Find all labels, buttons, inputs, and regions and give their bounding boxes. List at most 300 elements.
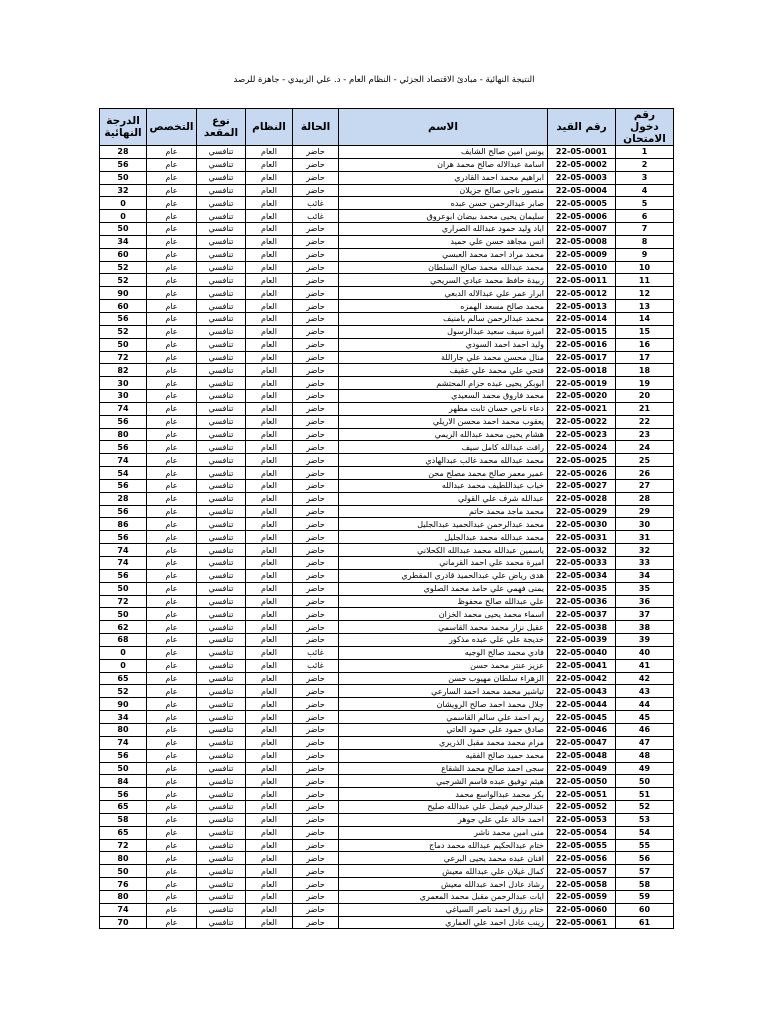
table-row (100, 467, 674, 480)
status-cell: حاضر (293, 711, 339, 724)
registration-number-cell: 22-05-0028 (548, 492, 616, 505)
student-name-cell: خباب عبداللطيف محمد عبدالله (339, 479, 548, 492)
table-row (100, 711, 674, 724)
final-grade-cell: 56 (100, 312, 147, 325)
final-grade-cell: 56 (100, 569, 147, 582)
specialization-cell: عام (147, 261, 197, 274)
system-cell: العام (246, 377, 293, 390)
student-name-cell: عمير معمر صالح محمد مصلح محن (339, 467, 548, 480)
registration-number-cell: 22-05-0003 (548, 171, 616, 184)
table-row (100, 287, 674, 300)
seat-type-cell: تنافسي (197, 890, 246, 903)
system-cell: العام (246, 916, 293, 929)
system-cell: العام (246, 505, 293, 518)
table-body (100, 146, 674, 929)
final-grade-cell: 74 (100, 903, 147, 916)
specialization-cell: عام (147, 621, 197, 634)
specialization-cell: عام (147, 865, 197, 878)
table-row (100, 197, 674, 210)
student-name-cell: منى امين محمد ناشر (339, 826, 548, 839)
status-cell: حاضر (293, 788, 339, 801)
table-row (100, 428, 674, 441)
exam-number-cell: 4 (616, 184, 674, 197)
seat-type-cell: تنافسي (197, 788, 246, 801)
final-grade-cell: 0 (100, 659, 147, 672)
seat-type-cell: تنافسي (197, 531, 246, 544)
table-row (100, 557, 674, 570)
final-grade-cell: 65 (100, 826, 147, 839)
exam-number-cell: 53 (616, 813, 674, 826)
seat-type-cell: تنافسي (197, 672, 246, 685)
student-name-cell: هشام يحيى محمد عبدالله الريمي (339, 428, 548, 441)
student-name-cell: ختام عبدالحكيم عبدالله محمد دماج (339, 839, 548, 852)
exam-number-cell: 9 (616, 248, 674, 261)
registration-number-cell: 22-05-0031 (548, 531, 616, 544)
table-row (100, 621, 674, 634)
table-row (100, 775, 674, 788)
final-grade-cell: 56 (100, 531, 147, 544)
student-name-cell: محمد عبدالله محمد صالح السلطان (339, 261, 548, 274)
seat-type-cell: تنافسي (197, 865, 246, 878)
registration-number-cell: 22-05-0053 (548, 813, 616, 826)
exam-number-cell: 31 (616, 531, 674, 544)
system-cell: العام (246, 903, 293, 916)
registration-number-cell: 22-05-0061 (548, 916, 616, 929)
status-cell: حاضر (293, 621, 339, 634)
specialization-cell: عام (147, 916, 197, 929)
final-grade-cell: 52 (100, 274, 147, 287)
student-name-cell: اسامة عبدالاله صالح محمد هران (339, 158, 548, 171)
registration-number-cell: 22-05-0020 (548, 390, 616, 403)
final-grade-cell: 30 (100, 390, 147, 403)
table-row (100, 544, 674, 557)
final-grade-cell: 28 (100, 146, 147, 159)
status-cell: حاضر (293, 312, 339, 325)
system-cell: العام (246, 467, 293, 480)
specialization-cell: عام (147, 775, 197, 788)
exam-number-cell: 41 (616, 659, 674, 672)
status-cell: حاضر (293, 428, 339, 441)
exam-number-cell: 13 (616, 300, 674, 313)
final-grade-cell: 54 (100, 467, 147, 480)
specialization-cell: عام (147, 158, 197, 171)
student-name-cell: عزيز عنتر محمد حسن (339, 659, 548, 672)
exam-number-cell: 57 (616, 865, 674, 878)
specialization-cell: عام (147, 146, 197, 159)
table-row (100, 171, 674, 184)
system-cell: العام (246, 878, 293, 891)
status-cell: حاضر (293, 813, 339, 826)
seat-type-cell: تنافسي (197, 852, 246, 865)
table-row (100, 646, 674, 659)
student-name-cell: يمنى فهمي علي حامد محمد الصلوي (339, 582, 548, 595)
table-row (100, 261, 674, 274)
status-cell: حاضر (293, 839, 339, 852)
status-cell: غائب (293, 646, 339, 659)
status-cell: حاضر (293, 531, 339, 544)
exam-number-cell: 8 (616, 235, 674, 248)
system-cell: العام (246, 659, 293, 672)
student-name-cell: ابرار عمر علي عبدالاله الدبعي (339, 287, 548, 300)
seat-type-cell: تنافسي (197, 223, 246, 236)
seat-type-cell: تنافسي (197, 685, 246, 698)
exam-number-cell: 44 (616, 698, 674, 711)
status-cell: حاضر (293, 672, 339, 685)
registration-number-cell: 22-05-0043 (548, 685, 616, 698)
seat-type-cell: تنافسي (197, 736, 246, 749)
exam-number-cell: 34 (616, 569, 674, 582)
seat-type-cell: تنافسي (197, 903, 246, 916)
header-seat-type: نوع المقعد (197, 109, 246, 146)
final-grade-cell: 50 (100, 223, 147, 236)
seat-type-cell: تنافسي (197, 261, 246, 274)
registration-number-cell: 22-05-0018 (548, 364, 616, 377)
exam-number-cell: 50 (616, 775, 674, 788)
seat-type-cell: تنافسي (197, 813, 246, 826)
specialization-cell: عام (147, 428, 197, 441)
exam-number-cell: 49 (616, 762, 674, 775)
status-cell: حاضر (293, 235, 339, 248)
table-row (100, 659, 674, 672)
student-name-cell: انس مجاهد حسن علي حميد (339, 235, 548, 248)
status-cell: حاضر (293, 454, 339, 467)
exam-number-cell: 56 (616, 852, 674, 865)
student-name-cell: اميرة سيف سعيد عبدالرسول (339, 325, 548, 338)
table-row (100, 595, 674, 608)
student-name-cell: وليد احمد احمد السودي (339, 338, 548, 351)
status-cell: حاضر (293, 775, 339, 788)
registration-number-cell: 22-05-0052 (548, 801, 616, 814)
student-name-cell: جلال محمد احمد صالح الرويشان (339, 698, 548, 711)
registration-number-cell: 22-05-0041 (548, 659, 616, 672)
status-cell: غائب (293, 659, 339, 672)
table-row (100, 685, 674, 698)
system-cell: العام (246, 749, 293, 762)
student-name-cell: محمد عبدالرحمن سالم بامنيف (339, 312, 548, 325)
student-name-cell: زينب عادل احمد علي العماري (339, 916, 548, 929)
registration-number-cell: 22-05-0048 (548, 749, 616, 762)
status-cell: حاضر (293, 762, 339, 775)
registration-number-cell: 22-05-0027 (548, 479, 616, 492)
status-cell: حاضر (293, 492, 339, 505)
specialization-cell: عام (147, 171, 197, 184)
specialization-cell: عام (147, 505, 197, 518)
table-row (100, 839, 674, 852)
seat-type-cell: تنافسي (197, 171, 246, 184)
registration-number-cell: 22-05-0057 (548, 865, 616, 878)
final-grade-cell: 74 (100, 402, 147, 415)
student-name-cell: محمد صالح مسعد الهمزه (339, 300, 548, 313)
specialization-cell: عام (147, 685, 197, 698)
system-cell: العام (246, 634, 293, 647)
specialization-cell: عام (147, 492, 197, 505)
final-grade-cell: 68 (100, 634, 147, 647)
student-name-cell: افنان عبده محمد يحيى البرعي (339, 852, 548, 865)
seat-type-cell: تنافسي (197, 505, 246, 518)
seat-type-cell: تنافسي (197, 801, 246, 814)
table-row (100, 274, 674, 287)
seat-type-cell: تنافسي (197, 287, 246, 300)
header-exam-number: رقم دخول الامتحان (616, 109, 674, 146)
system-cell: العام (246, 351, 293, 364)
system-cell: العام (246, 158, 293, 171)
specialization-cell: عام (147, 569, 197, 582)
status-cell: حاضر (293, 826, 339, 839)
status-cell: حاضر (293, 467, 339, 480)
exam-number-cell: 1 (616, 146, 674, 159)
specialization-cell: عام (147, 415, 197, 428)
results-table (99, 108, 674, 929)
header-name: الاسم (339, 109, 548, 146)
system-cell: العام (246, 582, 293, 595)
table-row (100, 248, 674, 261)
student-name-cell: فتحي علي محمد علي عقيف (339, 364, 548, 377)
seat-type-cell: تنافسي (197, 646, 246, 659)
seat-type-cell: تنافسي (197, 454, 246, 467)
system-cell: العام (246, 685, 293, 698)
seat-type-cell: تنافسي (197, 569, 246, 582)
student-name-cell: اميرة محمد علي احمد القرماني (339, 557, 548, 570)
student-name-cell: تياشير محمد محمد احمد السارعي (339, 685, 548, 698)
table-row (100, 813, 674, 826)
table-row (100, 634, 674, 647)
registration-number-cell: 22-05-0032 (548, 544, 616, 557)
final-grade-cell: 84 (100, 775, 147, 788)
system-cell: العام (246, 210, 293, 223)
table-row (100, 916, 674, 929)
registration-number-cell: 22-05-0004 (548, 184, 616, 197)
final-grade-cell: 56 (100, 415, 147, 428)
table-row (100, 479, 674, 492)
exam-number-cell: 42 (616, 672, 674, 685)
table-row (100, 415, 674, 428)
status-cell: حاضر (293, 351, 339, 364)
registration-number-cell: 22-05-0036 (548, 595, 616, 608)
exam-number-cell: 30 (616, 518, 674, 531)
exam-number-cell: 59 (616, 890, 674, 903)
system-cell: العام (246, 595, 293, 608)
status-cell: حاضر (293, 557, 339, 570)
seat-type-cell: تنافسي (197, 415, 246, 428)
system-cell: العام (246, 364, 293, 377)
student-name-cell: يعقوب محمد احمد محسن الاريلي (339, 415, 548, 428)
exam-number-cell: 43 (616, 685, 674, 698)
status-cell: حاضر (293, 415, 339, 428)
exam-number-cell: 60 (616, 903, 674, 916)
specialization-cell: عام (147, 646, 197, 659)
system-cell: العام (246, 287, 293, 300)
student-name-cell: هيثم توفيق عبده قاسم الشرجبي (339, 775, 548, 788)
specialization-cell: عام (147, 454, 197, 467)
system-cell: العام (246, 248, 293, 261)
table-row (100, 518, 674, 531)
registration-number-cell: 22-05-0012 (548, 287, 616, 300)
student-name-cell: محمد عبدالله محمد عبدالجليل (339, 531, 548, 544)
student-name-cell: عبدالله شرف علي القولي (339, 492, 548, 505)
exam-number-cell: 17 (616, 351, 674, 364)
system-cell: العام (246, 518, 293, 531)
table-row (100, 235, 674, 248)
final-grade-cell: 62 (100, 621, 147, 634)
seat-type-cell: تنافسي (197, 428, 246, 441)
status-cell: حاضر (293, 608, 339, 621)
registration-number-cell: 22-05-0001 (548, 146, 616, 159)
table-row (100, 223, 674, 236)
seat-type-cell: تنافسي (197, 235, 246, 248)
specialization-cell: عام (147, 287, 197, 300)
seat-type-cell: تنافسي (197, 582, 246, 595)
final-grade-cell: 50 (100, 865, 147, 878)
final-grade-cell: 34 (100, 711, 147, 724)
student-name-cell: هدى رياض علي عبدالحميد قادري المقطري (339, 569, 548, 582)
exam-number-cell: 18 (616, 364, 674, 377)
system-cell: العام (246, 235, 293, 248)
status-cell: حاضر (293, 364, 339, 377)
final-grade-cell: 76 (100, 878, 147, 891)
registration-number-cell: 22-05-0007 (548, 223, 616, 236)
exam-number-cell: 46 (616, 723, 674, 736)
final-grade-cell: 0 (100, 646, 147, 659)
final-grade-cell: 0 (100, 197, 147, 210)
table-row (100, 569, 674, 582)
seat-type-cell: تنافسي (197, 338, 246, 351)
seat-type-cell: تنافسي (197, 210, 246, 223)
student-name-cell: علي عبدالله صالح محفوظ (339, 595, 548, 608)
system-cell: العام (246, 441, 293, 454)
specialization-cell: عام (147, 248, 197, 261)
exam-number-cell: 52 (616, 801, 674, 814)
specialization-cell: عام (147, 402, 197, 415)
system-cell: العام (246, 826, 293, 839)
table-row (100, 672, 674, 685)
status-cell: حاضر (293, 158, 339, 171)
system-cell: العام (246, 325, 293, 338)
system-cell: العام (246, 672, 293, 685)
table-row (100, 852, 674, 865)
seat-type-cell: تنافسي (197, 441, 246, 454)
final-grade-cell: 32 (100, 184, 147, 197)
status-cell: حاضر (293, 479, 339, 492)
status-cell: حاضر (293, 402, 339, 415)
seat-type-cell: تنافسي (197, 390, 246, 403)
exam-number-cell: 5 (616, 197, 674, 210)
specialization-cell: عام (147, 235, 197, 248)
student-name-cell: منصور ناجي صالح جزيلان (339, 184, 548, 197)
status-cell: حاضر (293, 184, 339, 197)
system-cell: العام (246, 402, 293, 415)
final-grade-cell: 60 (100, 248, 147, 261)
final-grade-cell: 0 (100, 210, 147, 223)
seat-type-cell: تنافسي (197, 325, 246, 338)
specialization-cell: عام (147, 762, 197, 775)
status-cell: حاضر (293, 338, 339, 351)
final-grade-cell: 56 (100, 479, 147, 492)
student-name-cell: مرام محمد محمد مقبل الذريري (339, 736, 548, 749)
system-cell: العام (246, 711, 293, 724)
seat-type-cell: تنافسي (197, 723, 246, 736)
specialization-cell: عام (147, 801, 197, 814)
exam-number-cell: 7 (616, 223, 674, 236)
registration-number-cell: 22-05-0042 (548, 672, 616, 685)
registration-number-cell: 22-05-0049 (548, 762, 616, 775)
student-name-cell: كمال غيلان علي عبدالله معيش (339, 865, 548, 878)
registration-number-cell: 22-05-0040 (548, 646, 616, 659)
registration-number-cell: 22-05-0025 (548, 454, 616, 467)
seat-type-cell: تنافسي (197, 158, 246, 171)
final-grade-cell: 52 (100, 261, 147, 274)
exam-number-cell: 61 (616, 916, 674, 929)
final-grade-cell: 50 (100, 582, 147, 595)
specialization-cell: عام (147, 377, 197, 390)
exam-number-cell: 14 (616, 312, 674, 325)
table-row (100, 390, 674, 403)
specialization-cell: عام (147, 312, 197, 325)
student-name-cell: عبدالرحيم فيصل علي عبدالله صليح (339, 801, 548, 814)
final-grade-cell: 80 (100, 890, 147, 903)
seat-type-cell: تنافسي (197, 595, 246, 608)
final-grade-cell: 52 (100, 685, 147, 698)
system-cell: العام (246, 801, 293, 814)
status-cell: حاضر (293, 544, 339, 557)
specialization-cell: عام (147, 736, 197, 749)
specialization-cell: عام (147, 300, 197, 313)
status-cell: حاضر (293, 698, 339, 711)
header-registration-number: رقم القيد (548, 109, 616, 146)
system-cell: العام (246, 146, 293, 159)
student-name-cell: الزهراء سلطان مهيوب حسن (339, 672, 548, 685)
registration-number-cell: 22-05-0054 (548, 826, 616, 839)
header-final-grade: الدرجة النهائية (100, 109, 147, 146)
table-row (100, 300, 674, 313)
student-name-cell: محمد حميد صالح الفقيه (339, 749, 548, 762)
final-grade-cell: 80 (100, 428, 147, 441)
registration-number-cell: 22-05-0059 (548, 890, 616, 903)
specialization-cell: عام (147, 582, 197, 595)
student-name-cell: اياد وليد حمود عبدالله الصراري (339, 223, 548, 236)
table-row (100, 736, 674, 749)
registration-number-cell: 22-05-0019 (548, 377, 616, 390)
registration-number-cell: 22-05-0013 (548, 300, 616, 313)
system-cell: العام (246, 171, 293, 184)
system-cell: العام (246, 890, 293, 903)
registration-number-cell: 22-05-0029 (548, 505, 616, 518)
exam-number-cell: 47 (616, 736, 674, 749)
table-row (100, 582, 674, 595)
registration-number-cell: 22-05-0039 (548, 634, 616, 647)
seat-type-cell: تنافسي (197, 659, 246, 672)
seat-type-cell: تنافسي (197, 634, 246, 647)
specialization-cell: عام (147, 634, 197, 647)
status-cell: حاضر (293, 916, 339, 929)
specialization-cell: عام (147, 467, 197, 480)
specialization-cell: عام (147, 184, 197, 197)
specialization-cell: عام (147, 595, 197, 608)
exam-number-cell: 54 (616, 826, 674, 839)
system-cell: العام (246, 479, 293, 492)
exam-number-cell: 12 (616, 287, 674, 300)
registration-number-cell: 22-05-0009 (548, 248, 616, 261)
specialization-cell: عام (147, 479, 197, 492)
specialization-cell: عام (147, 890, 197, 903)
exam-number-cell: 39 (616, 634, 674, 647)
final-grade-cell: 70 (100, 916, 147, 929)
exam-number-cell: 27 (616, 479, 674, 492)
status-cell: حاضر (293, 865, 339, 878)
seat-type-cell: تنافسي (197, 184, 246, 197)
table-row (100, 454, 674, 467)
final-grade-cell: 56 (100, 505, 147, 518)
student-name-cell: سجى احمد صالح محمد الشقاع (339, 762, 548, 775)
